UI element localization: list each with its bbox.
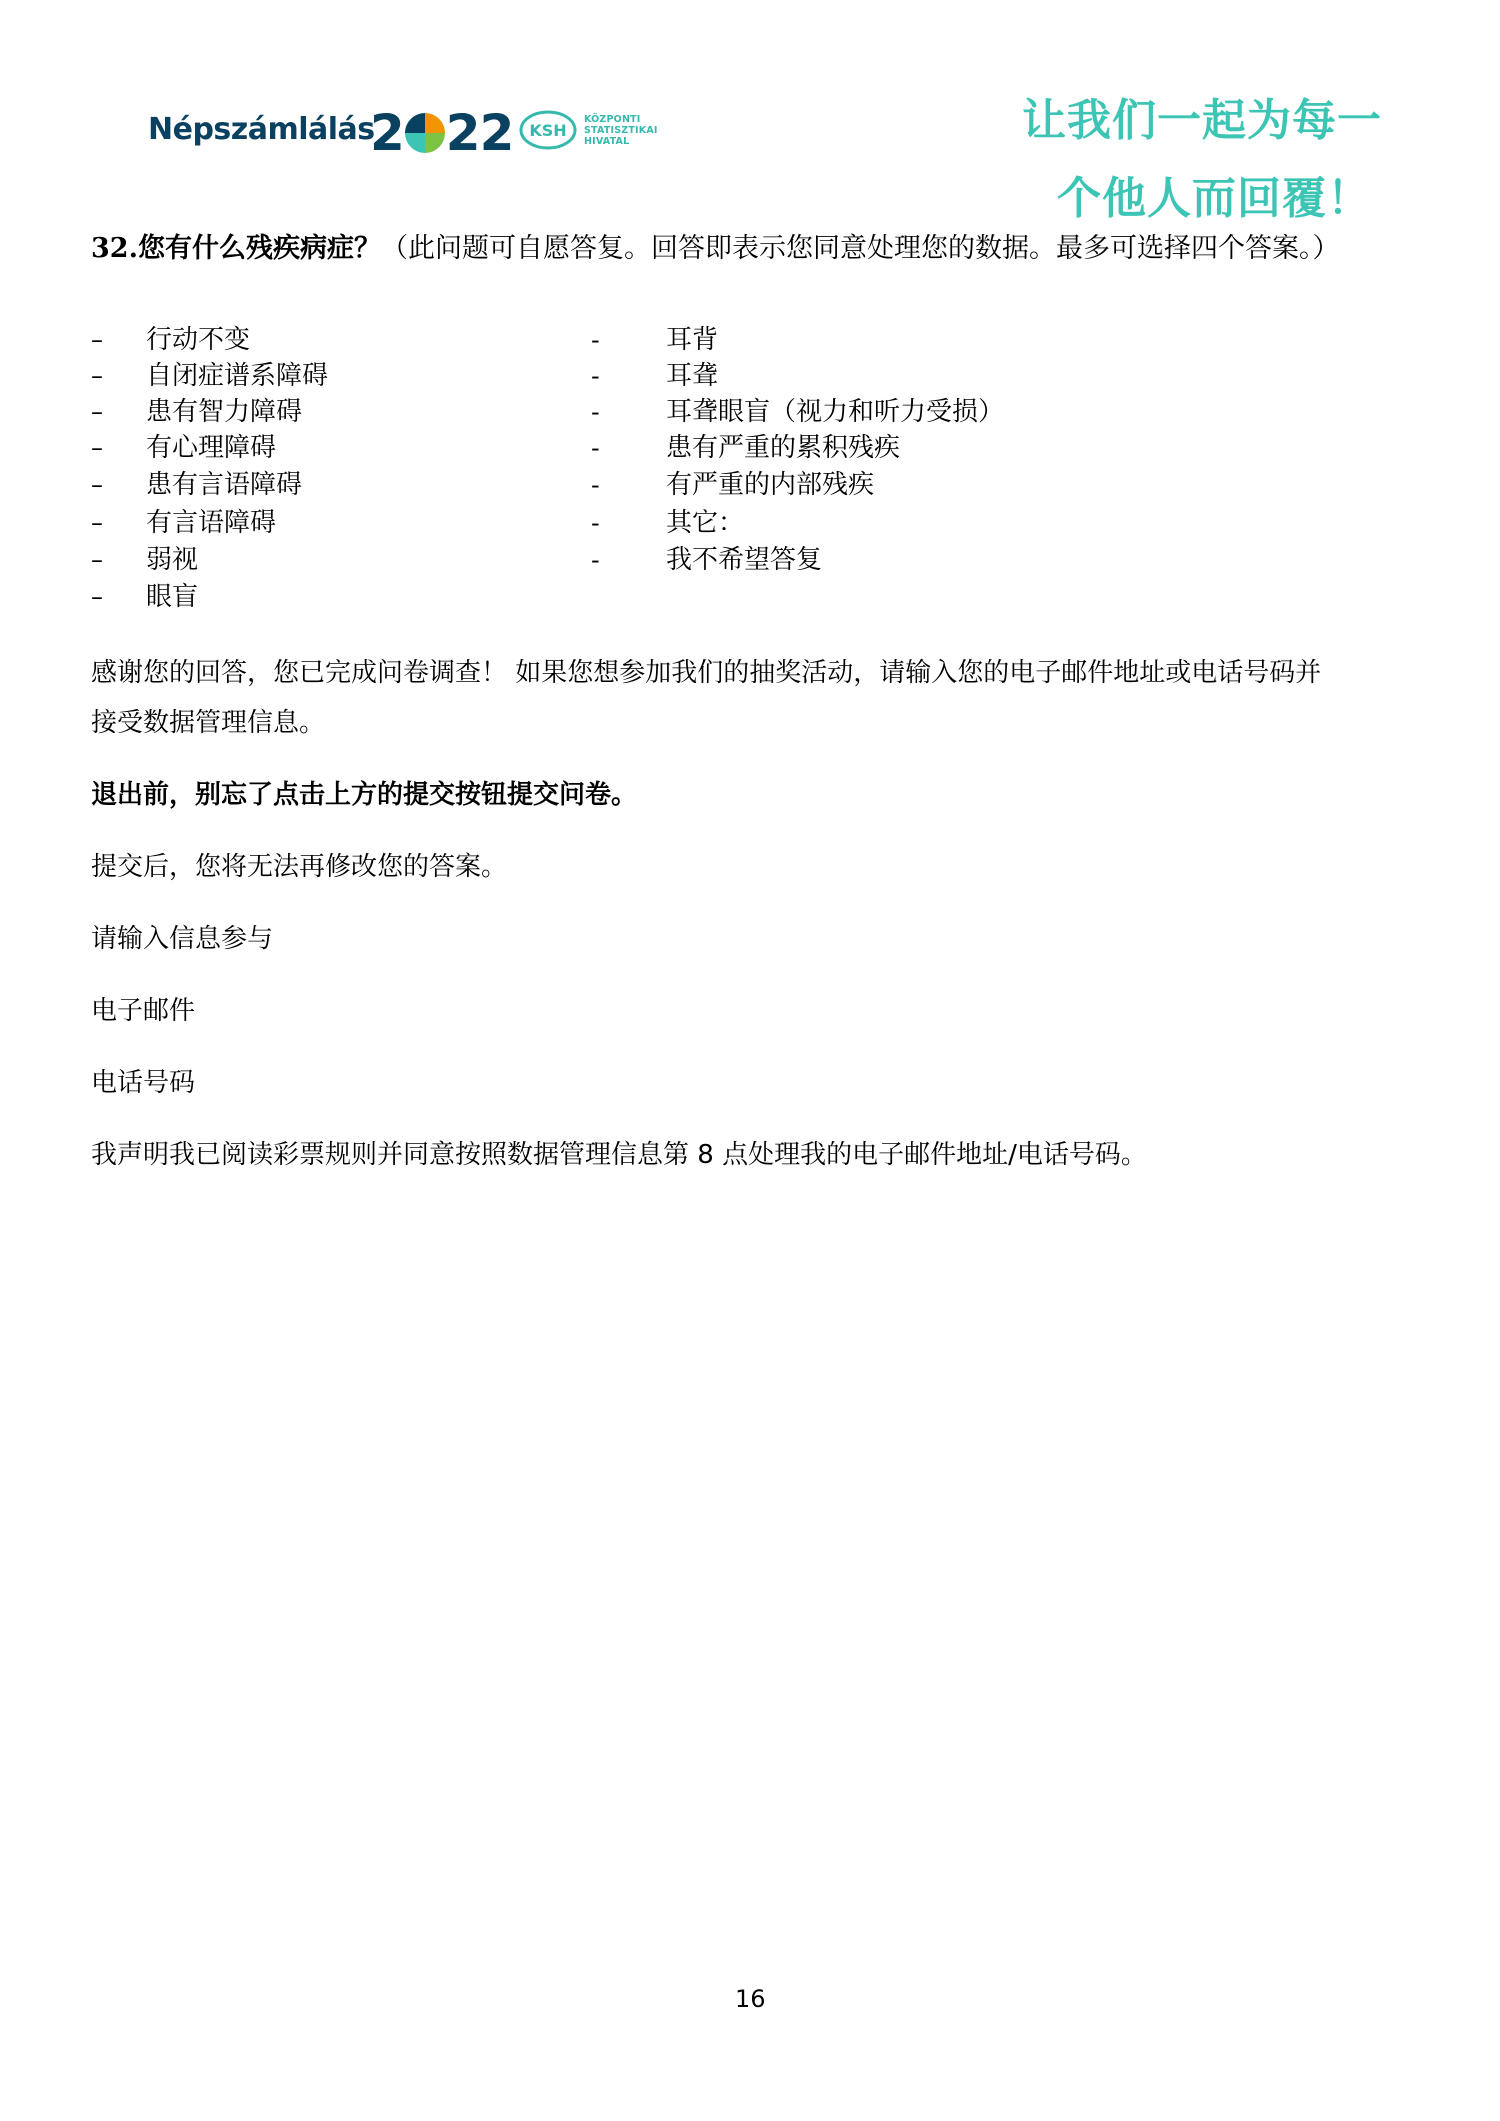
option-label: 有心理障碍 xyxy=(146,433,277,463)
dash-bullet: - xyxy=(591,509,600,537)
phone-label[interactable]: 电话号码 xyxy=(91,1068,196,1098)
option-item[interactable] xyxy=(591,394,1004,430)
enter-info-label: 请输入信息参与 xyxy=(91,924,274,954)
option-label: 有严重的内部残疾 xyxy=(666,470,875,500)
question-number: 32. xyxy=(91,233,138,264)
ksh-line: KÖZPONTI xyxy=(584,113,641,125)
dash-bullet: – xyxy=(91,362,103,390)
ksh-logo xyxy=(518,108,658,152)
question-title: 您有什么残疾病症？ xyxy=(137,233,381,264)
dash-bullet: - xyxy=(591,434,600,462)
option-item[interactable] xyxy=(91,505,276,541)
dash-bullet: – xyxy=(91,398,103,426)
thanks-line: 接受数据管理信息。 xyxy=(91,708,326,738)
thanks-paragraph xyxy=(91,648,1321,748)
logo-year-digits: 22 xyxy=(445,104,514,162)
declaration-text: 我声明我已阅读彩票规则并同意按照数据管理信息第 8 点处理我的电子邮件地址/电话号码。 xyxy=(91,1140,1147,1170)
ksh-line: STATISZTIKAI xyxy=(584,124,658,136)
option-item[interactable] xyxy=(91,542,198,578)
after-submit-note: 提交后，您将无法再修改您的答案。 xyxy=(91,852,508,882)
dash-bullet: – xyxy=(91,471,103,499)
dash-bullet: – xyxy=(91,509,103,537)
option-item[interactable] xyxy=(91,430,276,466)
option-item[interactable] xyxy=(91,322,250,358)
option-item[interactable] xyxy=(591,467,874,503)
ksh-line: HIVATAL xyxy=(584,135,630,147)
question-note: （此问题可自愿答复。回答即表示您同意处理您的数据。最多可选择四个答案。） xyxy=(380,233,1340,264)
option-item[interactable] xyxy=(591,505,744,541)
option-label: 行动不变 xyxy=(146,325,251,355)
option-label: 其它： xyxy=(666,508,745,538)
option-item[interactable] xyxy=(91,394,302,430)
option-item[interactable] xyxy=(91,467,302,503)
logo-year-2022 xyxy=(370,104,513,162)
dash-bullet: – xyxy=(91,583,103,611)
option-item[interactable] xyxy=(591,358,718,394)
dash-bullet: – xyxy=(91,434,103,462)
ksh-abbr: KSH xyxy=(529,121,567,140)
dash-bullet: - xyxy=(591,326,600,354)
slogan-line-2: 个他人而回覆！ xyxy=(1057,173,1372,224)
dash-bullet: - xyxy=(591,471,600,499)
dash-bullet: – xyxy=(91,546,103,574)
option-item[interactable] xyxy=(91,358,328,394)
logo-nepszamlalas: Népszámlálás xyxy=(148,112,375,147)
dash-bullet: - xyxy=(591,398,600,426)
option-label: 我不希望答复 xyxy=(666,545,823,575)
option-label: 患有言语障碍 xyxy=(146,470,303,500)
option-label: 耳聋眼盲（视力和听力受损） xyxy=(666,397,1005,427)
ksh-name xyxy=(584,114,658,147)
logo-year-digit: 2 xyxy=(370,104,404,162)
option-label: 患有严重的累积残疾 xyxy=(666,433,901,463)
option-label: 眼盲 xyxy=(146,582,199,612)
dash-bullet: - xyxy=(591,362,600,390)
page-number: 16 xyxy=(735,1985,766,2013)
option-label: 耳背 xyxy=(666,325,719,355)
thanks-line: 感谢您的回答，您已完成问卷调查！ 如果您想参加我们的抽奖活动，请输入您的电子邮件地址或电话号码并 xyxy=(91,658,1322,688)
dash-bullet: – xyxy=(91,326,103,354)
slogan-line-1: 让我们一起为每一 xyxy=(1022,95,1382,146)
option-label: 患有智力障碍 xyxy=(146,397,303,427)
option-item[interactable] xyxy=(591,542,822,578)
option-label: 耳聋 xyxy=(666,361,719,391)
submit-reminder: 退出前，别忘了点击上方的提交按钮提交问卷。 xyxy=(91,780,638,810)
option-label: 自闭症谱系障碍 xyxy=(146,361,329,391)
email-label[interactable]: 电子邮件 xyxy=(91,996,196,1026)
option-label: 有言语障碍 xyxy=(146,508,277,538)
option-item[interactable] xyxy=(91,579,198,615)
question-32 xyxy=(91,228,1421,269)
logo-pie-icon xyxy=(405,113,445,153)
dash-bullet: - xyxy=(591,546,600,574)
ksh-emblem-icon xyxy=(518,108,578,152)
option-item[interactable] xyxy=(591,322,718,358)
option-item[interactable] xyxy=(591,430,900,466)
option-label: 弱视 xyxy=(146,545,199,575)
